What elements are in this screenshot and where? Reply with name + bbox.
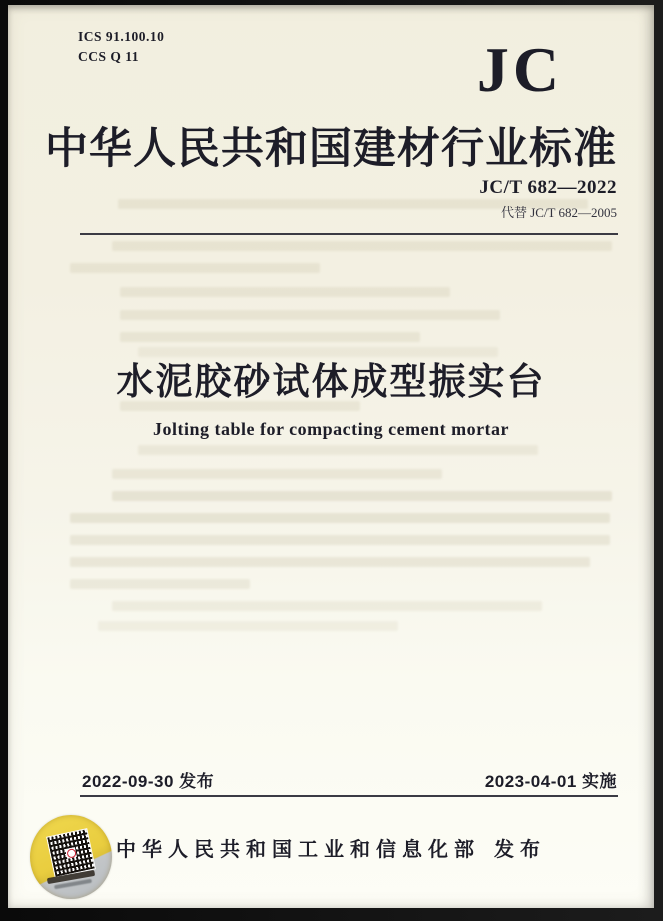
standard-number-block [479, 177, 617, 221]
ccs-code: CCS Q 11 [78, 48, 140, 64]
qr-center-mark [65, 847, 77, 859]
document-title-zh: 水泥胶砂试体成型振实台 [116, 362, 546, 403]
replaces-note: 代替 JC/T 682—2005 [500, 205, 617, 220]
standard-class-title: 中华人民共和国建材行业标准 [45, 126, 617, 173]
publisher-action: 发布 [494, 839, 546, 861]
publisher-name: 中华人民共和国工业和信息化部 [116, 839, 480, 861]
red-seal-icon [66, 848, 77, 859]
dates-row [82, 767, 617, 792]
document-title-en: Jolting table for compacting cement mortar [152, 419, 510, 439]
implement-date: 2023-04-01 实施 [484, 772, 617, 791]
classification-codes [78, 27, 164, 66]
issue-date: 2022-09-30 发布 [82, 772, 215, 791]
security-sticker [30, 815, 112, 899]
footer-divider-line [80, 795, 618, 797]
standard-number: JC/T 682—2022 [479, 177, 617, 198]
ics-code: ICS 91.100.10 [78, 29, 165, 44]
standard-cover-page [8, 5, 654, 908]
jc-logo: JC [476, 34, 564, 105]
header-divider-line [80, 233, 618, 235]
